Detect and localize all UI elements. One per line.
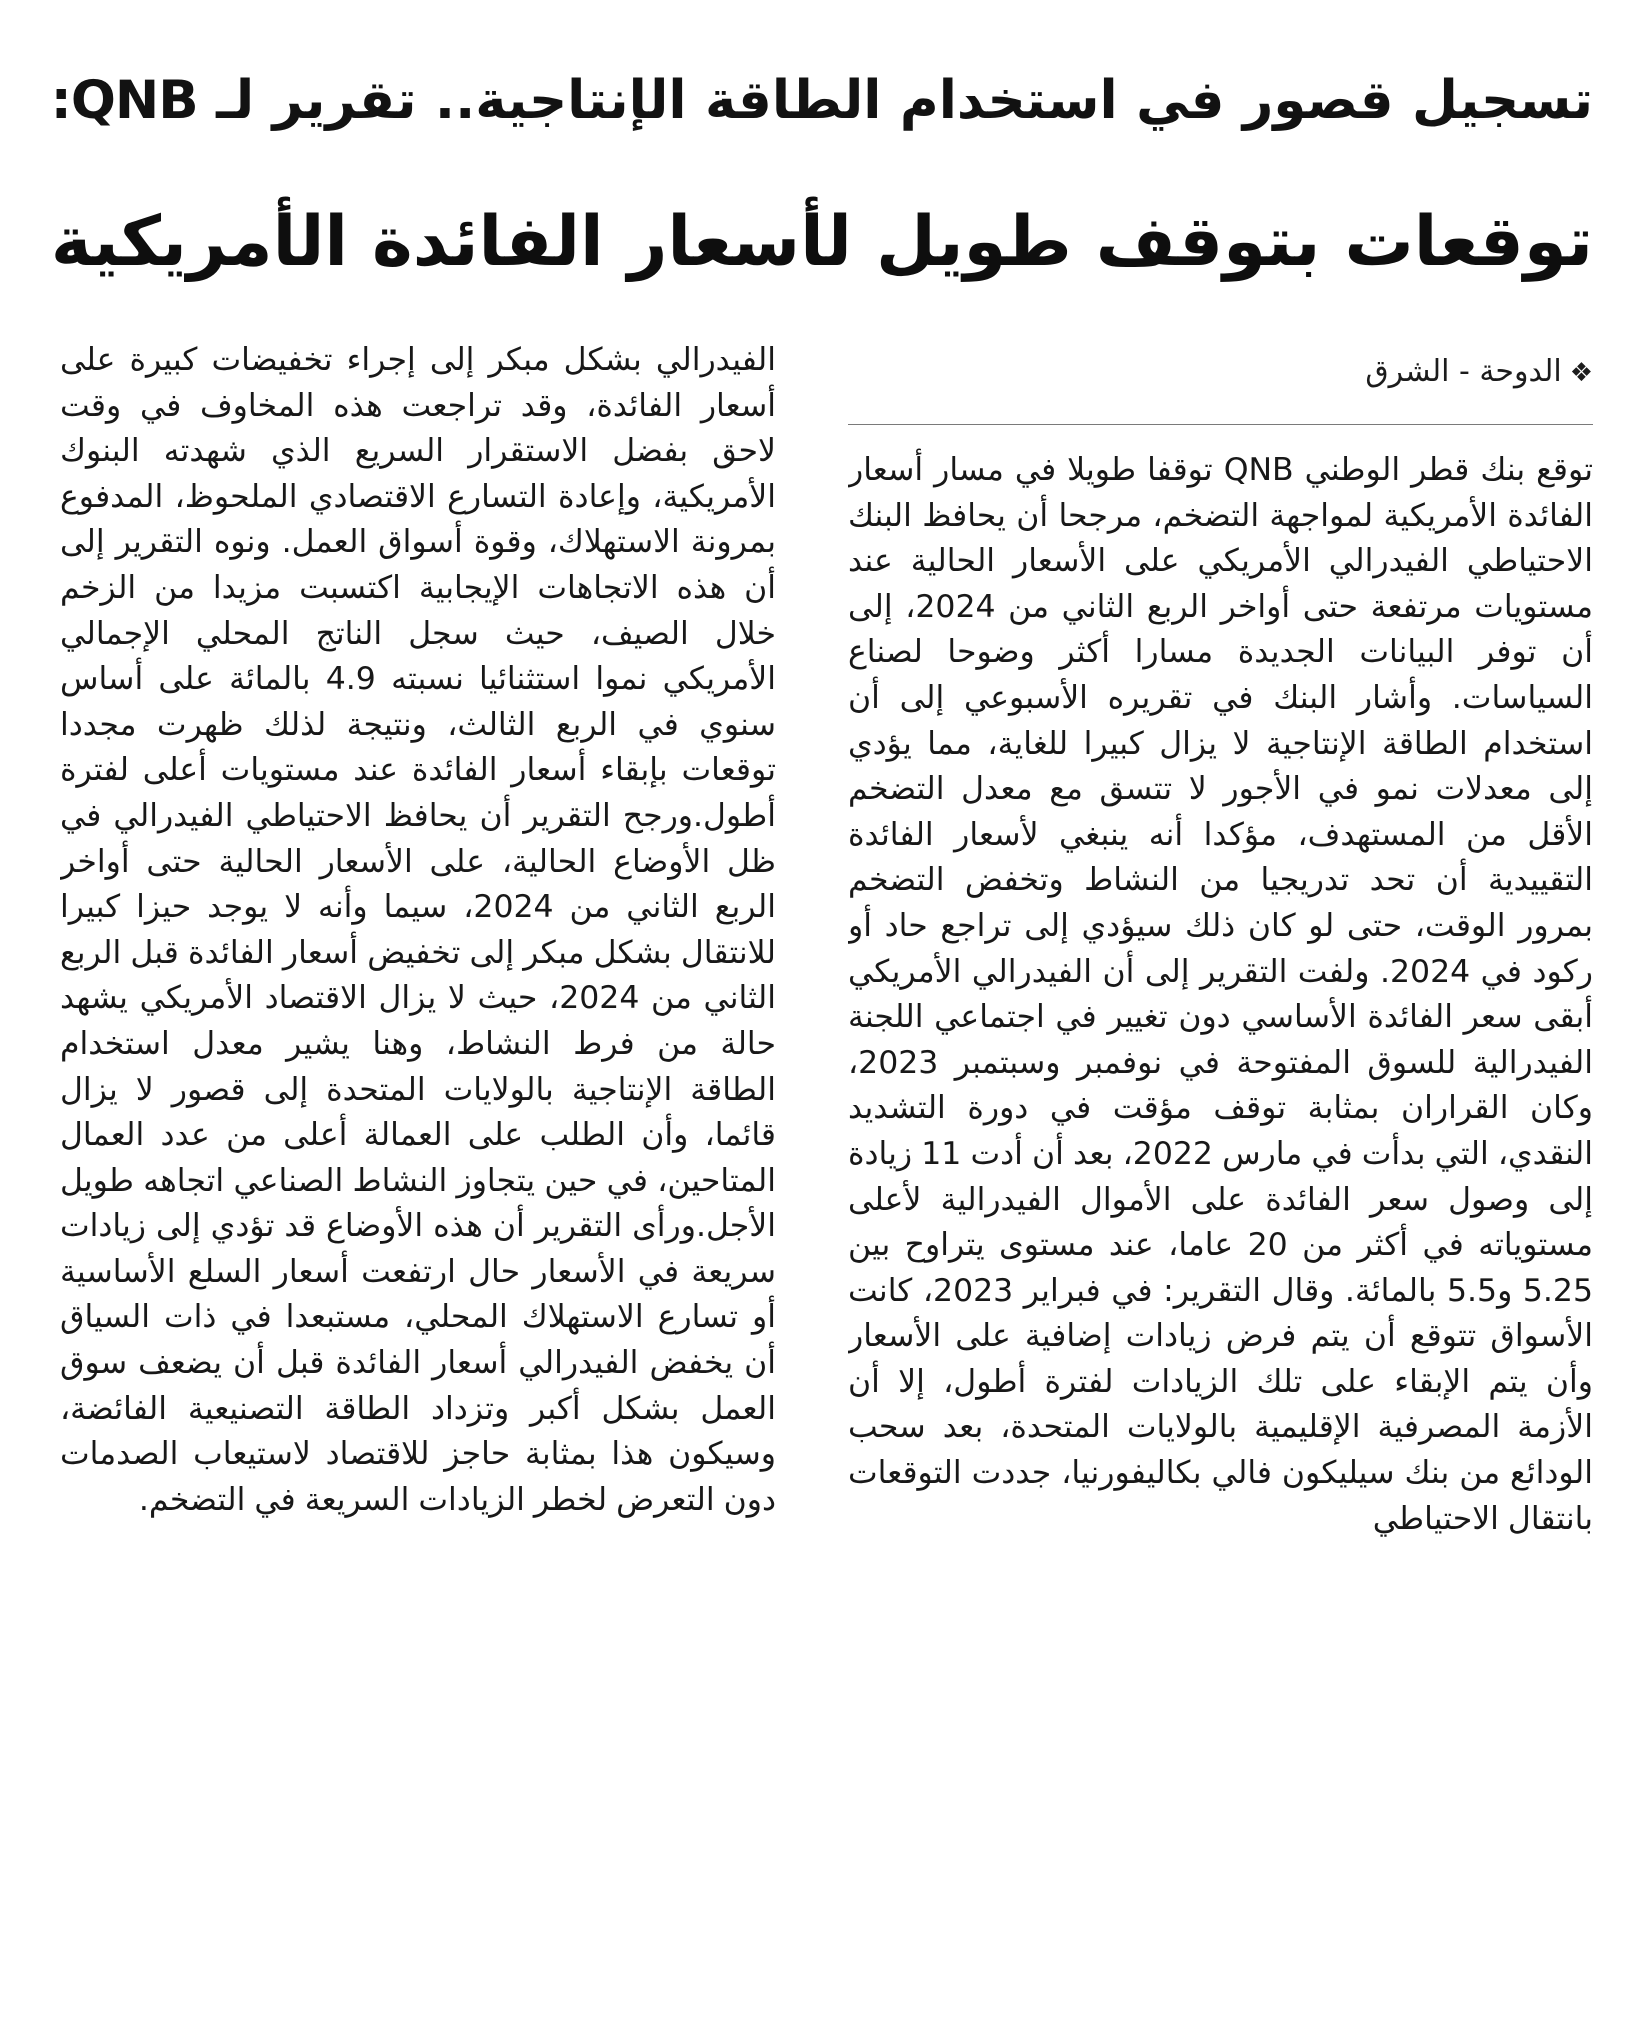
dateline-divider xyxy=(848,424,1593,425)
article-headline: توقعات بتوقف طويل لأسعار الفائدة الأمريكية xyxy=(50,202,1593,282)
article-column-left: الفيدرالي بشكل مبكر إلى إجراء تخفيضات كبيرة على أسعار الفائدة، وقد تراجعت هذه المخاوف في وقت لاحق بفضل الاستقرار السريع الذي شهدته البنوك الأمريكية، وإعادة التسارع الاقتصادي الملحوظ، المدفوع بمرونة الاستهلاك، وقوة أسواق العمل. ونوه التقرير إلى أن هذه الاتجاهات الإيجابية اكتسبت مزيدا من الزخم خلال الصيف، حيث سجل الناتج المحلي الإجمالي الأمريكي نموا استثنائيا نسبته 4.9 بالمائة على أساس سنوي في الربع الثالث، ونتيجة لذلك ظهرت مجددا توقعات بإبقاء أسعار الفائدة عند مستويات أعلى لفترة أطول.ورجح التقرير أن يحافظ الاحتياطي الفيدرالي في ظل الأوضاع الحالية، على الأسعار الحالية حتى أواخر الربع الثاني من 2024، سيما وأنه لا يوجد حيزا كبيرا للانتقال بشكل مبكر إلى تخفيض أسعار الفائدة قبل الربع الثاني من 2024، حيث لا يزال الاقتصاد الأمريكي يشهد حالة من فرط النشاط، وهنا يشير معدل استخدام الطاقة الإنتاجية بالولايات المتحدة إلى قصور لا يزال قائما، وأن الطلب على العمالة أعلى من عدد العمال المتاحين، في حين يتجاوز النشاط الصناعي اتجاهه طويل الأجل.ورأى التقرير أن هذه الأوضاع قد تؤدي إلى زيادات سريعة في الأسعار حال ارتفعت أسعار السلع الأساسية أو تسارع الاستهلاك المحلي، مستبعدا في ذات السياق أن يخفض الفيدرالي أسعار الفائدة قبل أن يضعف سوق العمل بشكل أكبر وتزداد الطاقة التصنيعية الفائضة، وسيكون هذا بمثابة حاجز للاقتصاد لاستيعاب الصدمات دون التعرض لخطر الزيادات السريعة في التضخم. xyxy=(60,342,776,1518)
dateline-text: الدوحة - الشرق xyxy=(1365,354,1562,389)
diamond-bullet-icon: ❖ xyxy=(1569,358,1593,388)
article-column-right: توقع بنك قطر الوطني QNB توقفا طويلا في مسار أسعار الفائدة الأمريكية لمواجهة التضخم، مرجحا أن يحافظ البنك الاحتياطي الفيدرالي الأمريكي على الأسعار الحالية عند مستويات مرتفعة حتى أواخر الربع الثاني من 2024، إلى أن توفر البيانات الجديدة مسارا أكثر وضوحا لصناع السياسات. وأشار البنك في تقريره الأسبوعي إلى أن استخدام الطاقة الإنتاجية لا يزال كبيرا للغاية، مما يؤدي إلى معدلات نمو في الأجور لا تتسق مع معدل التضخم الأقل من المستهدف، مؤكدا أنه ينبغي لأسعار الفائدة التقييدية أن تحد تدريجيا من النشاط وتخفض التضخم بمرور الوقت، حتى لو كان ذلك سيؤدي إلى تراجع حاد أو ركود في 2024. ولفت التقرير إلى أن الفيدرالي الأمريكي أبقى سعر الفائدة الأساسي دون تغيير في اجتماعي اللجنة الفيدرالية للسوق المفتوحة في نوفمبر وسبتمبر 2023، وكان القراران بمثابة توقف مؤقت في دورة التشديد النقدي، التي بدأت في مارس 2022، بعد أن أدت 11 زيادة إلى وصول سعر الفائدة على الأموال الفيدرالية لأعلى مستوياته في أكثر من 20 عاما، عند مستوى يتراوح بين 5.25 و5.5 بالمائة. وقال التقرير: في فبراير 2023، كانت الأسواق تتوقع أن يتم فرض زيادات إضافية على الأسعار وأن يتم الإبقاء على تلك الزيادات لفترة أطول، إلا أن الأزمة المصرفية الإقليمية بالولايات المتحدة، بعد سحب الودائع من بنك سيليكون فالي بكاليفورنيا، جددت التوقعات بانتقال الاحتياطي xyxy=(848,452,1593,1537)
article-dateline xyxy=(848,352,1593,393)
article-kicker: تسجيل قصور في استخدام الطاقة الإنتاجية.. تقرير لـ QNB: xyxy=(50,70,1593,131)
